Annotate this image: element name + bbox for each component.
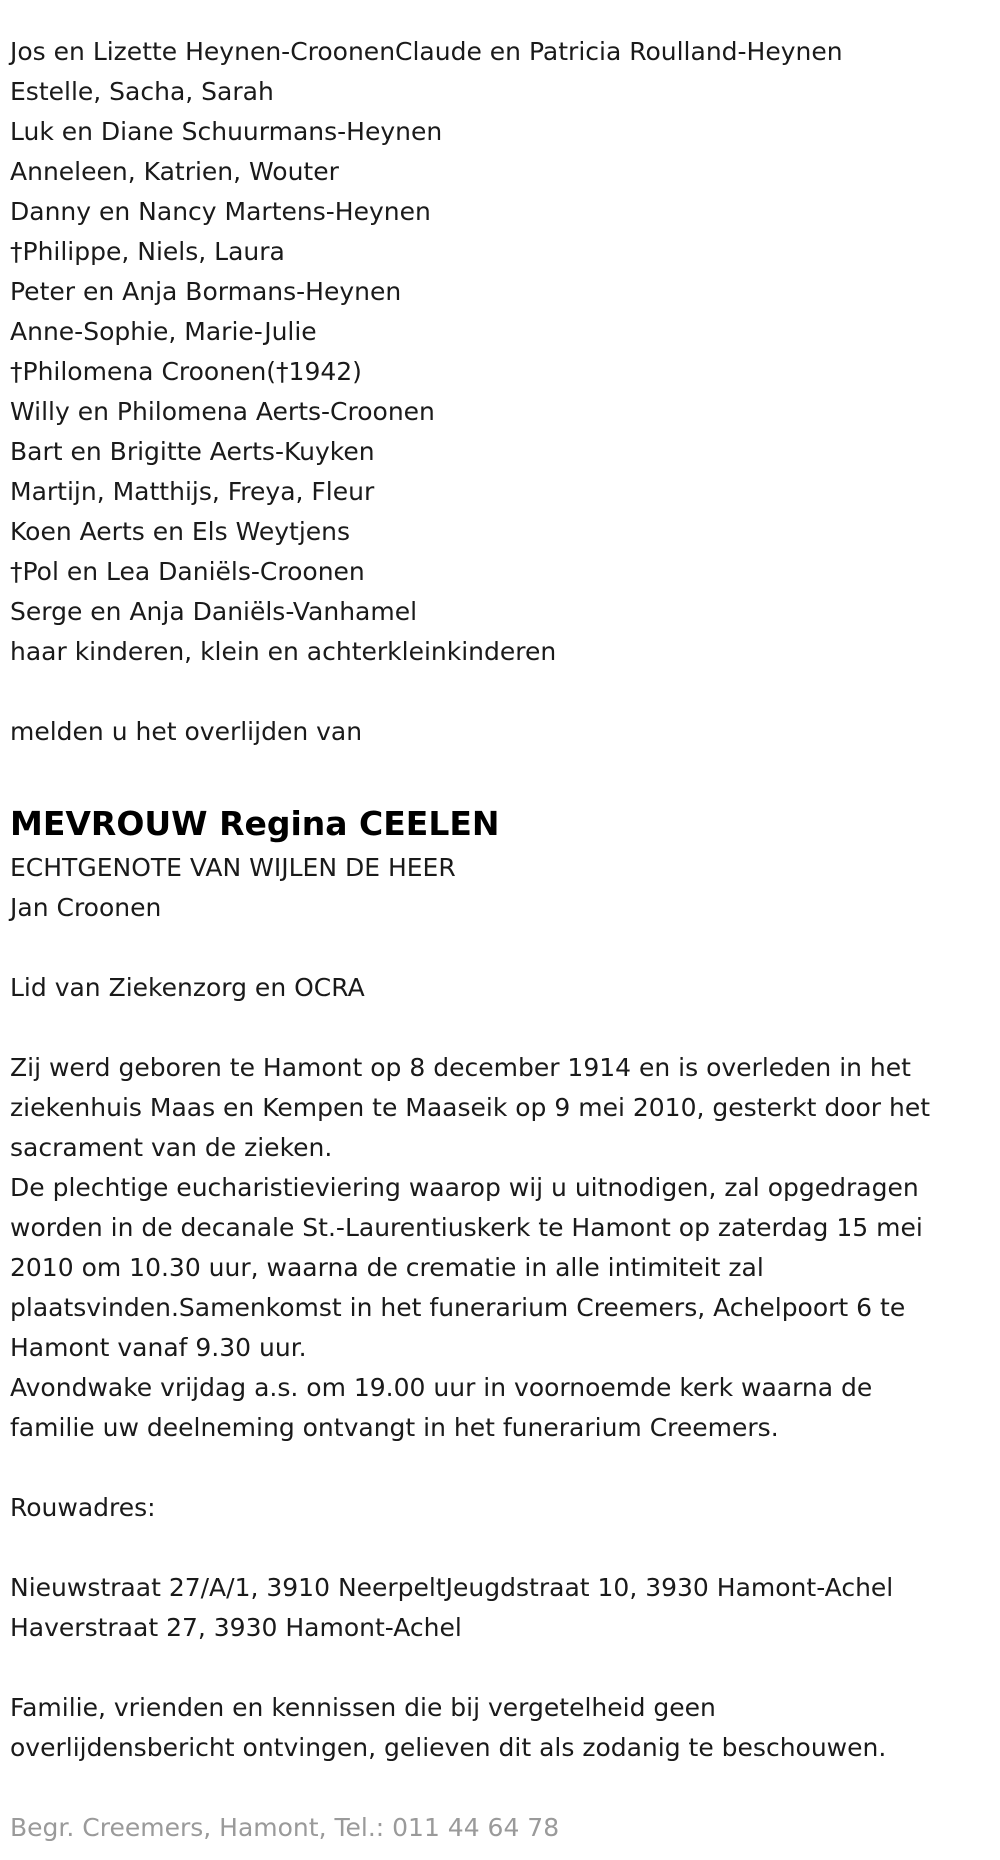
notice-paragraph	[10, 1688, 990, 1768]
spouse-title: ECHTGENOTE VAN WIJLEN DE HEER	[10, 853, 456, 882]
details-line: familie uw deelneming ontvangt in het funerarium Creemers.	[10, 1413, 779, 1442]
membership-text: Lid van Ziekenzorg en OCRA	[10, 973, 365, 1002]
family-line: haar kinderen, klein en achterkleinkinderen	[10, 637, 557, 666]
family-line: Willy en Philomena Aerts-Croonen	[10, 397, 435, 426]
family-line: Koen Aerts en Els Weytjens	[10, 517, 351, 546]
address-line: Haverstraat 27, 3930 Hamont-Achel	[10, 1613, 462, 1642]
family-line: Anne-Sophie, Marie-Julie	[10, 317, 317, 346]
family-line: Luk en Diane Schuurmans-Heynen	[10, 117, 443, 146]
spacer	[10, 928, 990, 968]
address-label: Rouwadres:	[10, 1493, 156, 1522]
details-line: sacrament van de zieken.	[10, 1133, 333, 1162]
spouse-name: Jan Croonen	[10, 893, 162, 922]
details-line: plaatsvinden.Samenkomst in het funerarium Creemers, Achelpoort 6 te	[10, 1293, 906, 1322]
family-line: Anneleen, Katrien, Wouter	[10, 157, 339, 186]
family-list	[10, 32, 990, 672]
details-line: Avondwake vrijdag a.s. om 19.00 uur in voornoemde kerk waarna de	[10, 1373, 873, 1402]
details-paragraph	[10, 1048, 990, 1448]
notice-line: Familie, vrienden en kennissen die bij vergetelheid geen	[10, 1693, 716, 1722]
family-line: †Philippe, Niels, Laura	[10, 237, 285, 266]
details-line: De plechtige eucharistieviering waarop wij u uitnodigen, zal opgedragen	[10, 1173, 919, 1202]
notice-line: overlijdensbericht ontvingen, gelieven dit als zodanig te beschouwen.	[10, 1733, 887, 1762]
spacer	[10, 1648, 990, 1688]
deceased-name: MEVROUW Regina CEELEN	[10, 804, 500, 843]
details-line: 2010 om 10.30 uur, waarna de crematie in alle intimiteit zal	[10, 1253, 764, 1282]
family-line: Serge en Anja Daniëls-Vanhamel	[10, 597, 418, 626]
funeral-home-footer: Begr. Creemers, Hamont, Tel.: 011 44 64 78	[10, 1813, 560, 1842]
details-line: Zij werd geboren te Hamont op 8 december 1914 en is overleden in het	[10, 1053, 911, 1082]
details-line: worden in de decanale St.-Laurentiuskerk te Hamont op zaterdag 15 mei	[10, 1213, 923, 1242]
family-line: Peter en Anja Bormans-Heynen	[10, 277, 402, 306]
family-line: †Philomena Croonen(†1942)	[10, 357, 362, 386]
spacer	[10, 1008, 990, 1048]
family-line: Danny en Nancy Martens-Heynen	[10, 197, 431, 226]
spacer	[10, 752, 990, 792]
spacer	[10, 672, 990, 712]
details-line: Hamont vanaf 9.30 uur.	[10, 1333, 307, 1362]
family-line: Estelle, Sacha, Sarah	[10, 77, 274, 106]
address-block	[10, 1568, 990, 1648]
address-line: Nieuwstraat 27/A/1, 3910 NeerpeltJeugdstraat 10, 3930 Hamont-Achel	[10, 1573, 894, 1602]
family-line: Jos en Lizette Heynen-CroonenClaude en Patricia Roulland-Heynen	[10, 37, 843, 66]
spacer	[10, 1448, 990, 1488]
details-line: ziekenhuis Maas en Kempen te Maaseik op 9 mei 2010, gesterkt door het	[10, 1093, 931, 1122]
announce-text: melden u het overlijden van	[10, 717, 363, 746]
family-line: Bart en Brigitte Aerts-Kuyken	[10, 437, 375, 466]
spacer	[10, 1528, 990, 1568]
spacer	[10, 1768, 990, 1808]
family-line: Martijn, Matthijs, Freya, Fleur	[10, 477, 375, 506]
family-line: †Pol en Lea Daniëls-Croonen	[10, 557, 365, 586]
